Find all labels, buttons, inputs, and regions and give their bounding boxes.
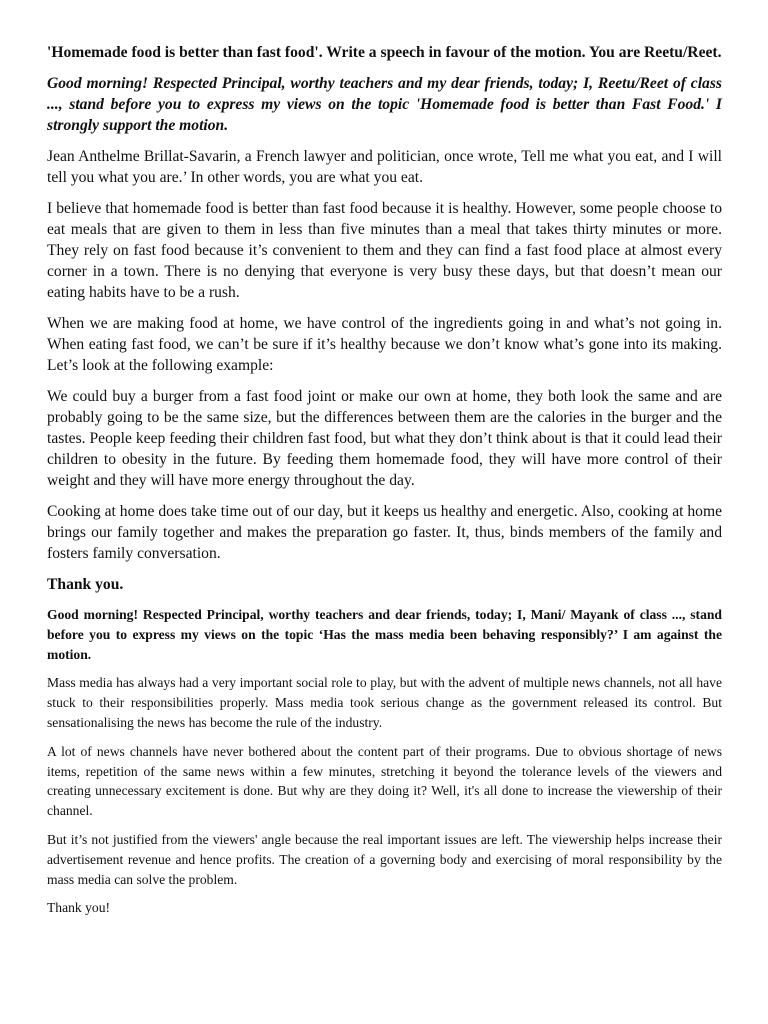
speech2-closing: Thank you! [47,900,111,916]
speech2-paragraph: Mass media has always had a very important social role to play, but with the advent of multiple news channels, not all have stuck to their responsibilities properly. Mass media took serious change as the government released its control. But sensationalising the news has become the rule of the industry. [47,675,722,730]
speech2-paragraph: But it’s not justified from the viewers' angle because the real important issues are left. The viewership helps increase their advertisement revenue and hence profits. The creation of a governing body and exercising of moral responsibility by the mass media can solve the problem. [47,831,722,887]
speech2-opening: Good morning! Respected Principal, worthy teachers and dear friends, today; I, Mani/ Mayank of class ..., stand before you to express my views on the topic ‘Has the mass media been behaving responsibly?’ I am against the motion. [47,607,722,662]
speech1-closing: Thank you. [47,576,124,593]
speech1-paragraph: Jean Anthelme Brillat-Savarin, a French lawyer and politician, once wrote, Tell me what you eat, and I will tell you what you are.’ In other words, you are what you eat. [47,148,722,186]
speech1-paragraph: I believe that homemade food is better than fast food because it is healthy. However, some people choose to eat meals that are given to them in less than five minutes than a meal that takes thirty minutes or more. They rely on fast food because it’s convenient to them and they can find a fast food place at almost every corner in a town. There is no denying that everyone is very busy these days, but that doesn’t mean our eating habits have to be a rush. [47,200,722,301]
speech1-paragraph: We could buy a burger from a fast food joint or make our own at home, they both look the same and are probably going to be the same size, but the differences between them are the calories in the burger and the tastes. People keep feeding their children fast food, but what they don’t think about is that it could lead their children to obesity in the future. By feeding them homemade food, they will have more control of their weight and they will have more energy throughout the day. [47,388,722,489]
speech1-paragraph: When we are making food at home, we have control of the ingredients going in and what’s not going in. When eating fast food, we can’t be sure if it’s healthy because we don’t know what’s gone into its making. Let’s look at the following example: [47,315,722,374]
speech1-opening: Good morning! Respected Principal, worthy teachers and my dear friends, today; I, Reetu/Reet of class ..., stand before you to express my views on the topic 'Homemade food is better than Fast Food.' I strongly support the motion. [47,75,722,134]
speech1-paragraph: Cooking at home does take time out of our day, but it keeps us healthy and energetic. Also, cooking at home brings our family together and makes the preparation go faster. It, thus, binds members of the family and fosters family conversation. [47,503,722,562]
document-page [47,42,722,918]
task-heading: 'Homemade food is better than fast food'. Write a speech in favour of the motion. You are Reetu/Reet. [47,44,722,61]
speech2-paragraph: A lot of news channels have never bothered about the content part of their programs. Due to obvious shortage of news items, repetition of the same news within a few minutes, stretching it beyond the tolerance levels of the viewers and creating unnecessary excitement is done. But why are they doing it? Well, it's all done to increase the viewership of their channel. [47,743,722,819]
